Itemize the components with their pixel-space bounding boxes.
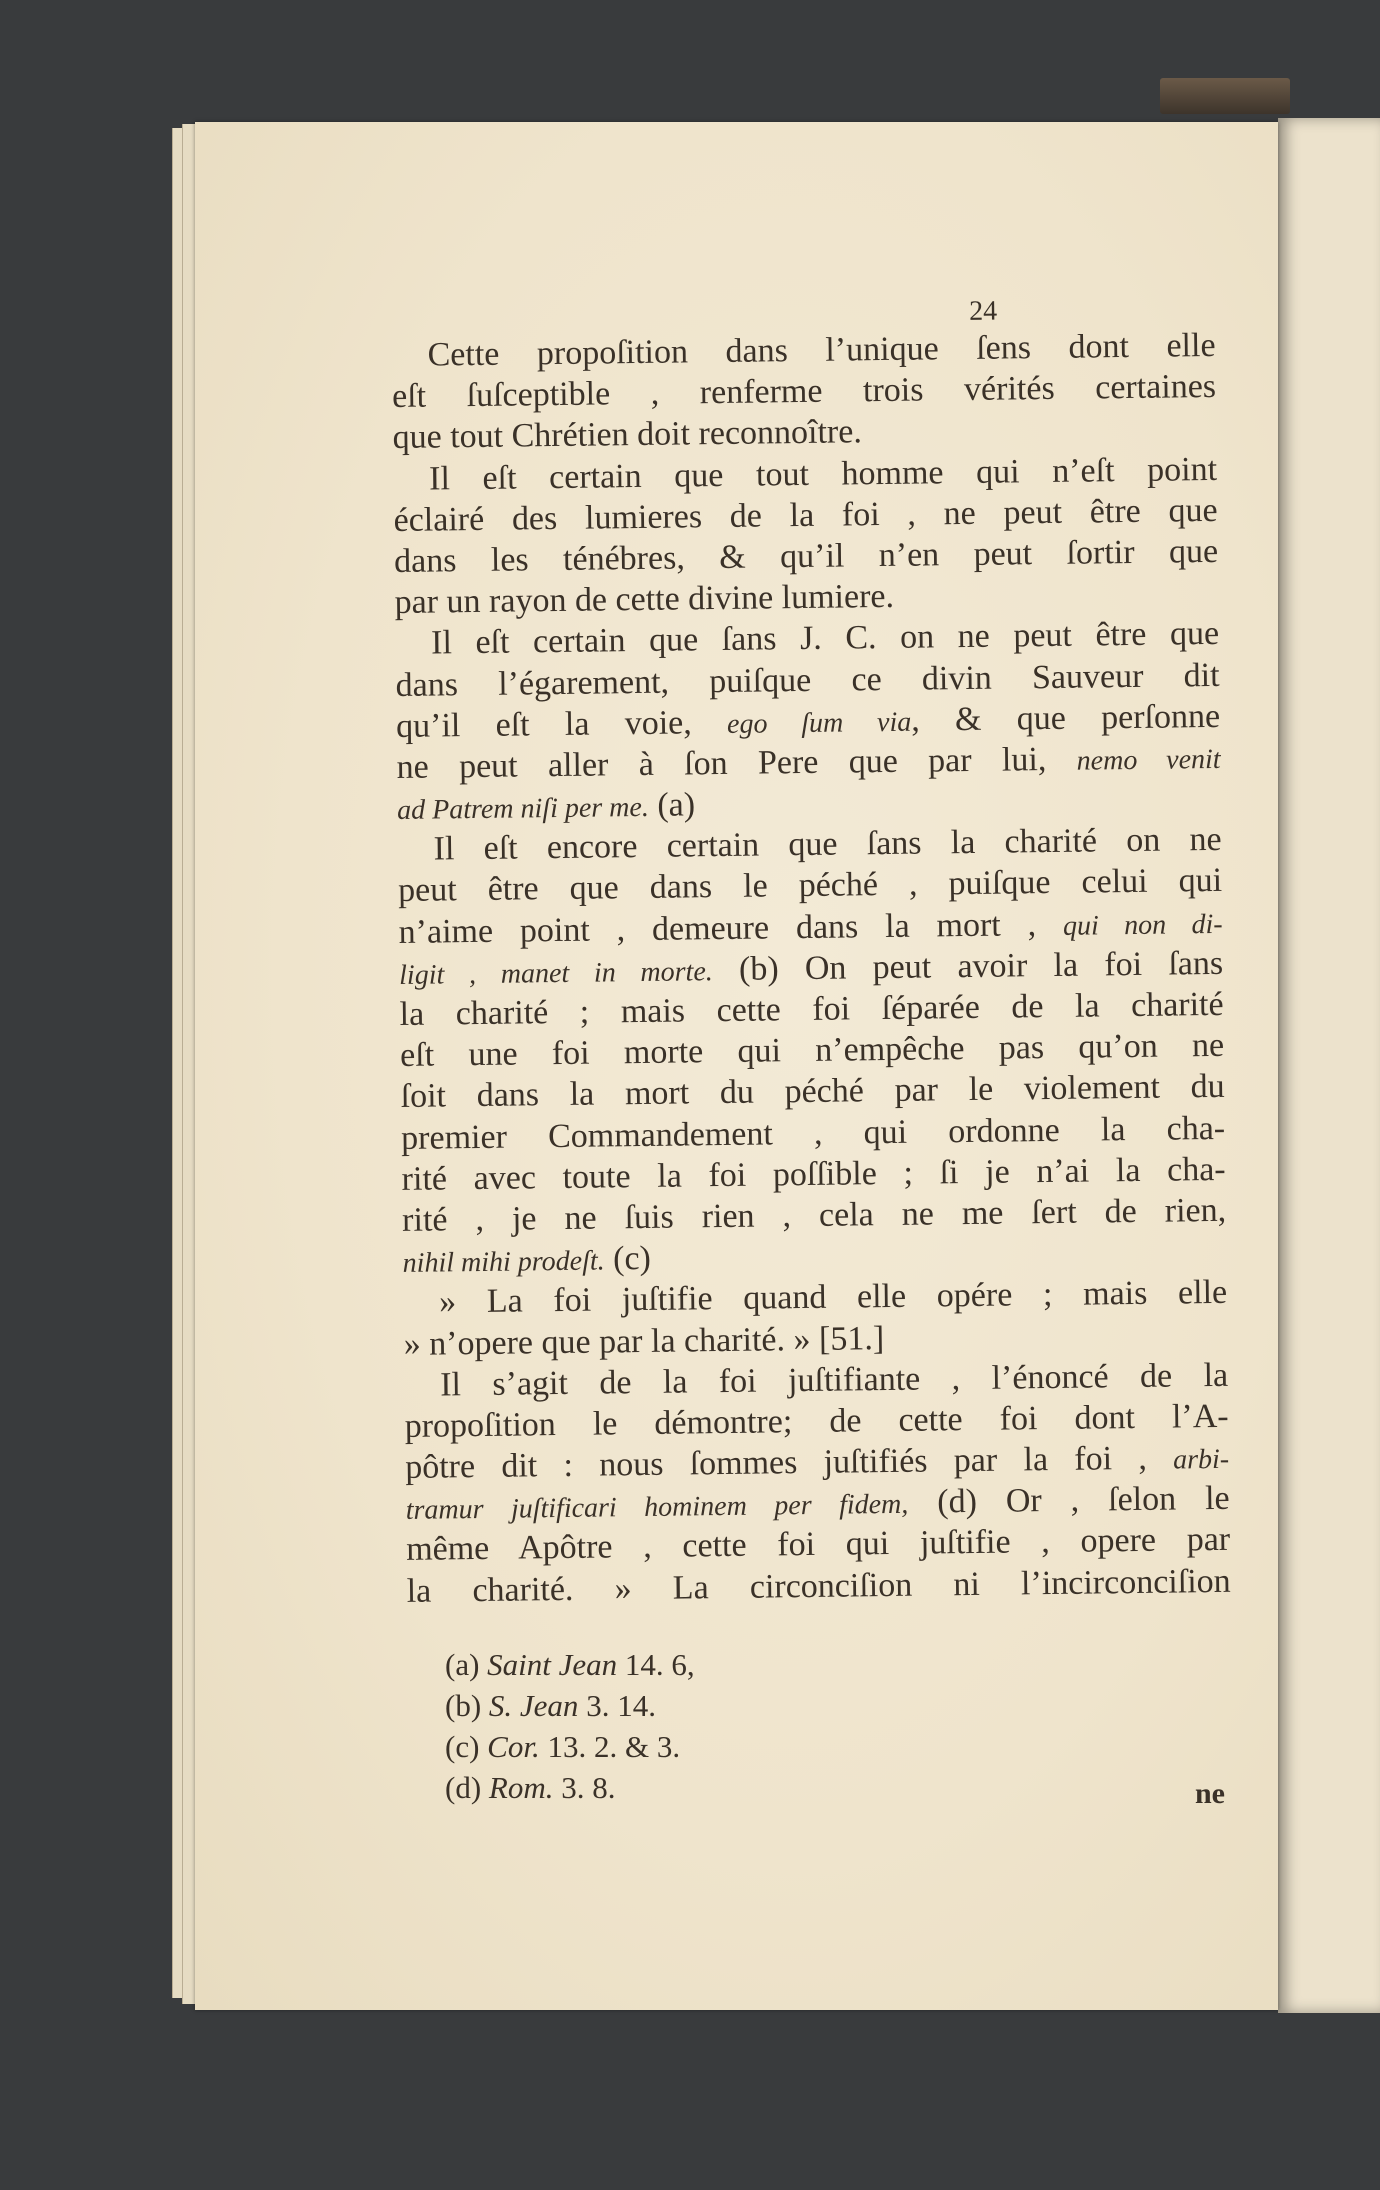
footnote-ref: Cor. bbox=[487, 1729, 540, 1764]
footnote-num: 13. 2. & 3. bbox=[547, 1729, 681, 1764]
text-segment: (c) bbox=[604, 1240, 652, 1278]
text-segment: (b) On peut avoir la foi ſans bbox=[712, 944, 1224, 988]
text-segment: ſoit dans la mort du péché par le violement du bbox=[400, 1068, 1225, 1116]
text-segment: (d) Or , ſelon le bbox=[908, 1480, 1230, 1522]
footnote bbox=[445, 1685, 695, 1726]
footnotes bbox=[445, 1644, 695, 1808]
text-segment: (a) bbox=[648, 786, 696, 824]
text-segment: Cette propoſition dans l’unique ſens dont elle bbox=[427, 326, 1216, 374]
footnote-mark: (d) bbox=[445, 1770, 482, 1805]
latin-quote: qui non di- bbox=[1062, 908, 1223, 942]
footnote-ref: Rom. bbox=[488, 1770, 554, 1805]
latin-quote: nihil mihi prodeſt. bbox=[402, 1245, 605, 1280]
facing-page-edge bbox=[1278, 118, 1380, 2013]
text-segment: rité , je ne ſuis rien , cela ne me ſert de rien, bbox=[401, 1191, 1227, 1239]
latin-quote: tramur juſtificari hominem per fidem, bbox=[405, 1489, 909, 1527]
latin-quote: nemo venit bbox=[1076, 743, 1221, 777]
text-segment: ne peut aller à ſon Pere que par lui, bbox=[396, 740, 1077, 786]
text-segment: pôtre dit : nous ſommes juſtifiés par la foi , bbox=[404, 1439, 1174, 1486]
footnote bbox=[445, 1767, 695, 1808]
latin-quote: arbi- bbox=[1172, 1443, 1230, 1476]
text-segment: éclairé des lumieres de la foi , ne peut être que bbox=[393, 491, 1218, 539]
text-segment: qu’il eſt la voie, bbox=[395, 703, 728, 745]
footnote-mark: (b) bbox=[445, 1688, 482, 1723]
text-segment: propoſition le démontre; de cette foi dont l’A- bbox=[404, 1397, 1229, 1445]
footnote-num: 3. 14. bbox=[586, 1688, 656, 1723]
book-spine bbox=[1160, 78, 1290, 114]
footnote-mark: (a) bbox=[445, 1647, 480, 1682]
text-segment: Il s’agit de la foi juſtifiante , l’énoncé de la bbox=[439, 1356, 1229, 1404]
book-page bbox=[195, 122, 1278, 2010]
latin-quote: ligit , manet in morte. bbox=[398, 955, 713, 991]
footnote-ref: S. Jean bbox=[488, 1688, 579, 1723]
body-text bbox=[391, 325, 1231, 1612]
page-body bbox=[391, 295, 1231, 1610]
text-segment: même Apôtre , cette foi qui juſtifie , opere par bbox=[405, 1521, 1231, 1569]
text-segment: la charité ; mais cette foi ſéparée de la charité bbox=[399, 985, 1224, 1033]
text-segment: eſt ſuſceptible , renferme trois vérités certaines bbox=[391, 368, 1217, 416]
text-segment: que tout Chrétien doit reconnoître. bbox=[392, 413, 863, 457]
text-segment: , & que perſonne bbox=[911, 697, 1221, 739]
footnote bbox=[445, 1726, 695, 1767]
text-segment: premier Commandement , qui ordonne la cha- bbox=[400, 1109, 1226, 1157]
text-segment: Il eſt encore certain que ſans la charité on ne bbox=[433, 821, 1222, 868]
text-segment: dans l’égarement, puiſque ce divin Sauveur dit bbox=[395, 656, 1220, 704]
text-segment: dans les ténébres, & qu’il n’en peut ſortir que bbox=[393, 532, 1219, 580]
text-segment: peut être que dans le péché , puiſque celui qui bbox=[397, 862, 1223, 910]
footnote-num: 14. 6, bbox=[624, 1647, 695, 1682]
footnote bbox=[445, 1644, 695, 1685]
text-segment: n’aime point , demeure dans la mort , bbox=[398, 905, 1064, 951]
catchword: ne bbox=[1195, 1777, 1225, 1810]
text-segment: par un rayon de cette divine lumiere. bbox=[394, 578, 895, 622]
footnote-mark: (c) bbox=[445, 1729, 480, 1764]
footnote-num: 3. 8. bbox=[561, 1770, 616, 1805]
text-segment: eſt une foi morte qui n’empêche pas qu’on ne bbox=[399, 1027, 1225, 1075]
text-segment: Il eſt certain que tout homme qui n’eſt point bbox=[428, 450, 1218, 498]
latin-quote: ego ſum via bbox=[726, 706, 912, 740]
footnote-ref: Saint Jean bbox=[487, 1647, 618, 1682]
page-number: 24 bbox=[968, 295, 998, 327]
text-segment: rité avec toute la foi poſſible ; ſi je n’ai la cha- bbox=[401, 1150, 1226, 1198]
text-segment: » La foi juſtifie quand elle opére ; mais elle bbox=[438, 1274, 1228, 1321]
text-segment: la charité. » La circonciſion ni l’incirconciſion bbox=[406, 1562, 1231, 1610]
text-segment: » n’opere que par la charité. » [51.] bbox=[403, 1319, 885, 1363]
latin-quote: ad Patrem niſi per me. bbox=[396, 791, 650, 827]
text-segment: Il eſt certain que ſans J. C. on ne peut être que bbox=[430, 615, 1220, 662]
